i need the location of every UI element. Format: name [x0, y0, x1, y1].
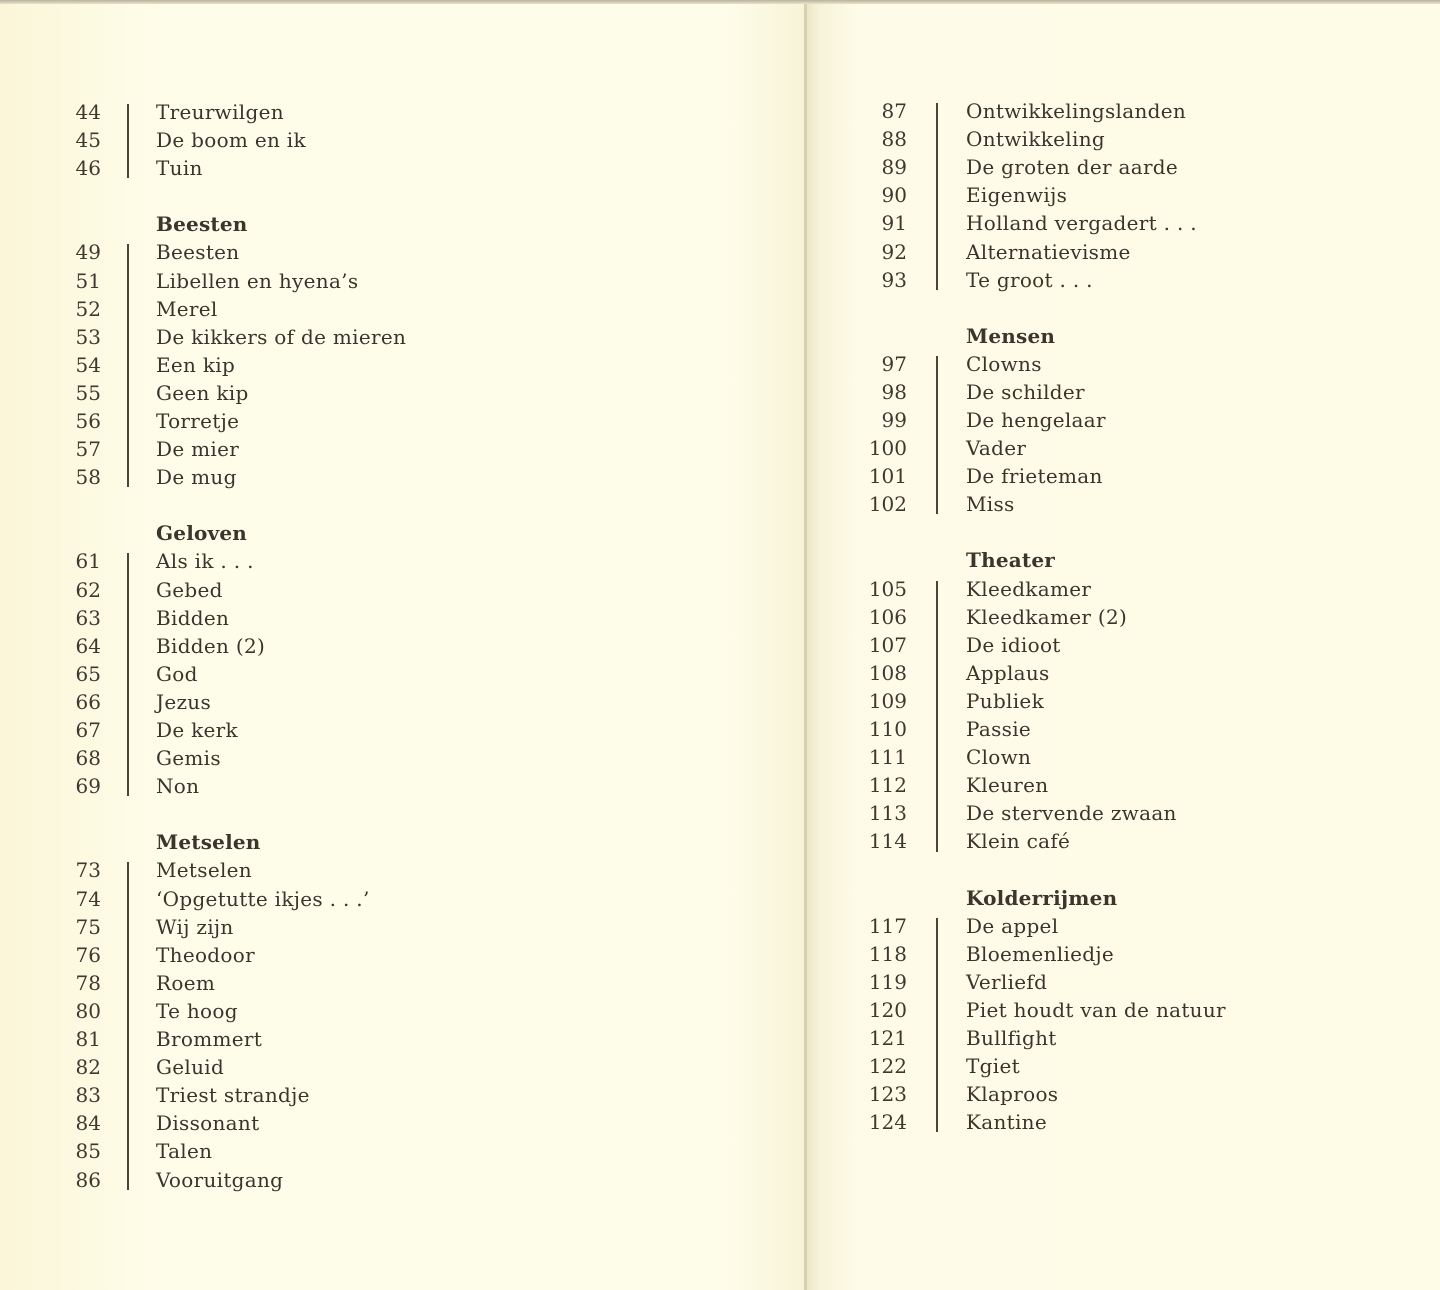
entry-title: Bloemenliedje	[966, 941, 1115, 966]
page-number: 113	[868, 801, 907, 826]
page-number: 81	[75, 1027, 101, 1051]
page-number: 58	[75, 465, 101, 490]
entry-title: Bullfight	[966, 1026, 1057, 1050]
page-number: 105	[868, 576, 907, 601]
entry-title: Gemis	[156, 746, 221, 771]
page-number: 112	[868, 773, 907, 798]
page-number: 46	[75, 156, 101, 181]
left-page	[0, 4, 806, 1290]
page-number: 89	[881, 155, 907, 180]
page-number: 83	[75, 1083, 101, 1108]
page-number: 56	[75, 409, 101, 433]
page-number: 114	[868, 829, 907, 854]
entry-title: De mier	[156, 437, 240, 462]
section-heading: Beesten	[156, 212, 248, 237]
page-number: 107	[868, 632, 907, 657]
page-number: 54	[75, 352, 101, 377]
page-number: 122	[868, 1054, 907, 1079]
page-number: 120	[868, 997, 907, 1022]
page-number: 66	[75, 689, 101, 714]
page-number: 45	[75, 128, 101, 153]
entry-title: Kleuren	[966, 773, 1049, 798]
page-number: 55	[75, 380, 101, 405]
vertical-rule	[127, 104, 129, 178]
entry-title: God	[156, 661, 198, 686]
entry-title: Treurwilgen	[156, 100, 284, 124]
page-number: 119	[868, 969, 907, 994]
vertical-rule	[936, 356, 938, 515]
entry-title: Merel	[156, 296, 218, 321]
page-number: 85	[75, 1139, 101, 1164]
entry-title: De boom en ik	[156, 128, 306, 153]
entry-title: Ontwikkeling	[966, 127, 1105, 152]
entry-title: Roem	[156, 970, 216, 995]
page-number: 121	[868, 1026, 907, 1050]
entry-title: Applaus	[966, 660, 1050, 685]
page-number: 124	[868, 1110, 907, 1135]
page-number: 69	[75, 774, 101, 799]
page-number: 80	[75, 998, 101, 1023]
page-number: 68	[75, 746, 101, 771]
page-number: 67	[75, 718, 101, 742]
entry-title: Een kip	[156, 352, 236, 377]
entry-title: Non	[156, 774, 200, 799]
page-number: 49	[75, 240, 101, 265]
entry-title: Bidden	[156, 605, 230, 630]
entry-title: Torretje	[156, 409, 240, 433]
entry-title: De schilder	[966, 379, 1085, 404]
vertical-rule	[127, 862, 129, 1189]
section-heading: Mensen	[966, 323, 1056, 348]
entry-title: De idioot	[966, 632, 1061, 657]
section-heading: Geloven	[156, 521, 248, 546]
page-number: 44	[75, 100, 101, 124]
entry-title: Beesten	[156, 240, 240, 265]
page-number: 88	[881, 127, 907, 152]
page-number: 74	[75, 886, 101, 911]
page-number: 92	[881, 239, 907, 264]
entry-title: Eigenwijs	[966, 183, 1068, 208]
right-page	[806, 4, 1440, 1290]
page-number: 118	[868, 941, 907, 966]
page-number: 109	[868, 688, 907, 713]
entry-title: Passie	[966, 717, 1032, 741]
page-number: 87	[881, 99, 907, 123]
entry-title: Vader	[966, 436, 1027, 461]
page-number: 99	[881, 408, 907, 432]
section-heading: Theater	[966, 548, 1056, 573]
entry-title: Vooruitgang	[156, 1167, 284, 1192]
page-number: 78	[75, 970, 101, 995]
entry-title: Klaproos	[966, 1082, 1059, 1107]
entry-title: Wij zijn	[156, 914, 234, 939]
page-number: 93	[881, 267, 907, 292]
entry-title: De hengelaar	[966, 408, 1106, 432]
entry-title: Te groot . . .	[966, 267, 1093, 292]
entry-title: Libellen en hyena’s	[156, 268, 359, 293]
entry-title: Holland vergadert . . .	[966, 211, 1197, 236]
entry-title: Kleedkamer (2)	[966, 604, 1128, 629]
entry-title: Miss	[966, 492, 1015, 517]
page-number: 62	[75, 577, 101, 602]
entry-title: Kleedkamer	[966, 576, 1092, 601]
entry-title: De kerk	[156, 718, 238, 742]
entry-title: Clown	[966, 745, 1032, 770]
entry-title: Brommert	[156, 1027, 263, 1051]
page-number: 86	[75, 1167, 101, 1192]
page-number: 98	[881, 379, 907, 404]
entry-title: Ontwikkelingslanden	[966, 99, 1187, 123]
entry-title: Talen	[156, 1139, 213, 1164]
entry-title: Geluid	[156, 1055, 225, 1080]
entry-title: Piet houdt van de natuur	[966, 997, 1226, 1022]
page-number: 100	[868, 436, 907, 461]
entry-title: De mug	[156, 465, 237, 490]
entry-title: Geen kip	[156, 380, 249, 405]
page-number: 111	[868, 745, 907, 770]
entry-title: Te hoog	[156, 998, 238, 1023]
entry-title: De kikkers of de mieren	[156, 324, 407, 349]
entry-title: Metselen	[156, 858, 252, 883]
page-number: 84	[75, 1111, 101, 1136]
page-number: 90	[881, 183, 907, 208]
entry-title: Kantine	[966, 1110, 1047, 1135]
entry-title: De frieteman	[966, 464, 1103, 489]
entry-title: Tgiet	[966, 1054, 1020, 1079]
vertical-rule	[127, 244, 129, 487]
page-number: 63	[75, 605, 101, 630]
entry-title: De groten der aarde	[966, 155, 1179, 180]
page-number: 101	[868, 464, 907, 489]
entry-title: De stervende zwaan	[966, 801, 1177, 826]
entry-title: ‘Opgetutte ikjes . . .’	[156, 886, 370, 911]
page-number: 102	[868, 492, 907, 517]
entry-title: Tuin	[156, 156, 203, 181]
page-number: 97	[881, 351, 907, 376]
page-number: 91	[881, 211, 907, 236]
entry-title: Verliefd	[966, 969, 1048, 994]
page-number: 65	[75, 661, 101, 686]
section-heading: Metselen	[156, 830, 261, 855]
vertical-rule	[127, 553, 129, 796]
page-number: 57	[75, 437, 101, 462]
page-number: 73	[75, 858, 101, 883]
entry-title: De appel	[966, 913, 1059, 938]
entry-title: Als ik . . .	[156, 549, 254, 574]
entry-title: Bidden (2)	[156, 633, 266, 658]
page-number: 108	[868, 660, 907, 685]
page-number: 110	[868, 717, 907, 741]
entry-title: Klein café	[966, 829, 1071, 854]
page-number: 64	[75, 633, 101, 658]
vertical-rule	[936, 103, 938, 290]
entry-title: Gebed	[156, 577, 223, 602]
entry-title: Publiek	[966, 688, 1044, 713]
page-number: 52	[75, 296, 101, 321]
page-number: 106	[868, 604, 907, 629]
entry-title: Theodoor	[156, 942, 255, 967]
page-number: 75	[75, 914, 101, 939]
vertical-rule	[936, 581, 938, 852]
entry-title: Clowns	[966, 351, 1042, 376]
page-number: 76	[75, 942, 101, 967]
entry-title: Jezus	[156, 689, 212, 714]
entry-title: Dissonant	[156, 1111, 260, 1136]
page-number: 123	[868, 1082, 907, 1107]
section-heading: Kolderrijmen	[966, 885, 1118, 910]
page-number: 117	[868, 913, 907, 938]
entry-title: Alternatievisme	[966, 239, 1131, 264]
page-number: 51	[75, 268, 101, 293]
page-number: 82	[75, 1055, 101, 1080]
entry-title: Triest strandje	[156, 1083, 310, 1108]
vertical-rule	[936, 918, 938, 1133]
page-number: 61	[75, 549, 101, 574]
page-number: 53	[75, 324, 101, 349]
book-spine	[804, 4, 807, 1290]
